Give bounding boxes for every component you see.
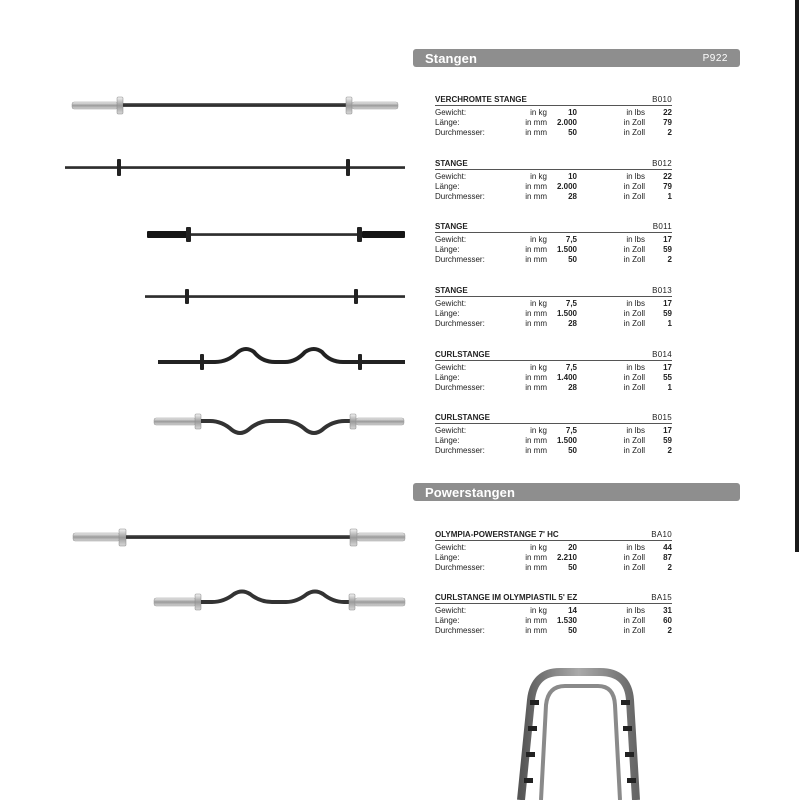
spec-row-weight: Gewicht: in kg 7,5 in lbs 17 bbox=[435, 235, 672, 244]
product-code: B012 bbox=[652, 159, 672, 168]
product-code: BA15 bbox=[651, 593, 672, 602]
spec-block-b010 bbox=[435, 95, 672, 138]
product-name: OLYMPIA-POWERSTANGE 7' HC bbox=[435, 530, 559, 539]
spec-row-weight: Gewicht: in kg 10 in lbs 22 bbox=[435, 108, 672, 117]
bar-image-ba15 bbox=[154, 592, 405, 611]
product-code: B013 bbox=[652, 286, 672, 295]
spec-block-ba15 bbox=[435, 593, 672, 636]
product-name: CURLSTANGE bbox=[435, 350, 490, 359]
spec-row-diameter: Durchmesser: in mm 50 in Zoll 2 bbox=[435, 255, 672, 264]
product-code: B015 bbox=[652, 413, 672, 422]
bar-image-b015 bbox=[154, 414, 404, 433]
spec-row-weight: Gewicht: in kg 7,5 in lbs 17 bbox=[435, 299, 672, 308]
spec-row-weight: Gewicht: in kg 14 in lbs 31 bbox=[435, 606, 672, 615]
spec-row-weight: Gewicht: in kg 20 in lbs 44 bbox=[435, 543, 672, 552]
product-code: B014 bbox=[652, 350, 672, 359]
spec-row-length: Länge: in mm 1.400 in Zoll 55 bbox=[435, 373, 672, 382]
spec-block-ba10 bbox=[435, 530, 672, 573]
section-title: Powerstangen bbox=[425, 484, 516, 500]
spec-row-diameter: Durchmesser: in mm 28 in Zoll 1 bbox=[435, 192, 672, 201]
spec-row-length: Länge: in mm 2.210 in Zoll 87 bbox=[435, 553, 672, 562]
spec-row-length: Länge: in mm 2.000 in Zoll 79 bbox=[435, 118, 672, 127]
product-name: STANGE bbox=[435, 286, 468, 295]
bar-image-b010 bbox=[72, 97, 398, 114]
spec-row-length: Länge: in mm 2.000 in Zoll 79 bbox=[435, 182, 672, 191]
section-code: P922 bbox=[702, 52, 728, 64]
product-name: STANGE bbox=[435, 222, 468, 231]
spec-row-diameter: Durchmesser: in mm 50 in Zoll 2 bbox=[435, 128, 672, 137]
spec-row-weight: Gewicht: in kg 7,5 in lbs 17 bbox=[435, 426, 672, 435]
spec-row-length: Länge: in mm 1.500 in Zoll 59 bbox=[435, 309, 672, 318]
spec-row-diameter: Durchmesser: in mm 50 in Zoll 2 bbox=[435, 563, 672, 572]
spec-block-b011 bbox=[435, 222, 672, 265]
bar-image-b013 bbox=[145, 289, 405, 304]
product-name: VERCHROMTE STANGE bbox=[435, 95, 527, 104]
product-code: BA10 bbox=[651, 530, 672, 539]
product-code: B011 bbox=[652, 222, 672, 231]
bar-image-b011 bbox=[147, 227, 405, 242]
bar-image-ba10 bbox=[73, 529, 405, 546]
spec-block-b014 bbox=[435, 350, 672, 393]
spec-row-weight: Gewicht: in kg 7,5 in lbs 17 bbox=[435, 363, 672, 372]
spec-row-diameter: Durchmesser: in mm 50 in Zoll 2 bbox=[435, 626, 672, 635]
spec-block-b015 bbox=[435, 413, 672, 456]
section-title: Stangen bbox=[425, 50, 477, 66]
product-code: B010 bbox=[652, 95, 672, 104]
product-name: STANGE bbox=[435, 159, 468, 168]
spec-row-weight: Gewicht: in kg 10 in lbs 22 bbox=[435, 172, 672, 181]
spec-row-length: Länge: in mm 1.530 in Zoll 60 bbox=[435, 616, 672, 625]
spec-row-diameter: Durchmesser: in mm 28 in Zoll 1 bbox=[435, 319, 672, 328]
product-name: CURLSTANGE IM OLYMPIASTIL 5' EZ bbox=[435, 593, 578, 602]
spec-block-b013 bbox=[435, 286, 672, 329]
spec-row-diameter: Durchmesser: in mm 50 in Zoll 2 bbox=[435, 446, 672, 455]
bar-rack-image bbox=[521, 672, 636, 800]
bar-image-b014 bbox=[158, 349, 405, 370]
spec-block-b012 bbox=[435, 159, 672, 202]
product-name: CURLSTANGE bbox=[435, 413, 490, 422]
spec-row-length: Länge: in mm 1.500 in Zoll 59 bbox=[435, 436, 672, 445]
spec-row-length: Länge: in mm 1.500 in Zoll 59 bbox=[435, 245, 672, 254]
spec-row-diameter: Durchmesser: in mm 28 in Zoll 1 bbox=[435, 383, 672, 392]
bar-image-b012 bbox=[65, 159, 405, 176]
